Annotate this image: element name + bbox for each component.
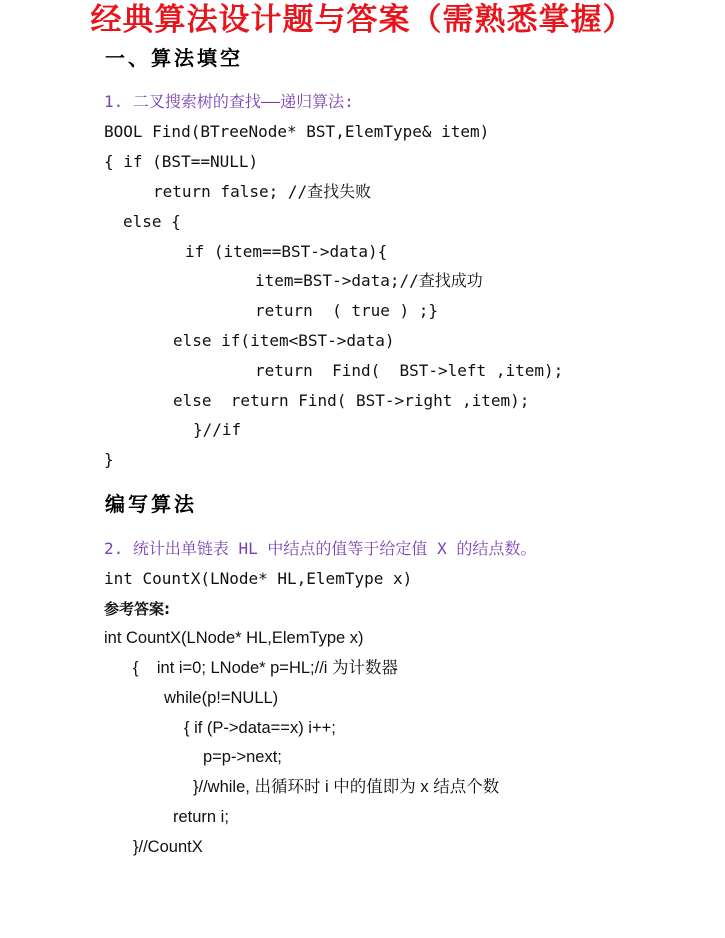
answer-code-line: p=p->next; (203, 748, 282, 766)
answer-code-line: }//while, 出循环时 i 中的值即为 x 结点个数 (193, 778, 500, 796)
function-signature: int CountX(LNode* HL,ElemType x) (104, 569, 413, 588)
section-heading-fill-blank: 一、算法填空 (105, 46, 243, 70)
code-line: item=BST->data;//查找成功 (255, 271, 483, 290)
code-line: if (item==BST->data){ (185, 242, 388, 261)
question-2: 2. 统计出单链表 HL 中结点的值等于给定值 X 的结点数。 (104, 539, 537, 558)
code-line: BOOL Find(BTreeNode* BST,ElemType& item) (104, 122, 490, 141)
section-heading-write-algorithm: 编写算法 (105, 492, 197, 516)
code-line: else if(item<BST->data) (173, 331, 395, 350)
answer-code-line: while(p!=NULL) (164, 689, 279, 707)
code-line: } (104, 450, 114, 469)
code-line: return false; //查找失败 (153, 182, 372, 201)
code-line-answer: return Find( BST->left ,item); (255, 361, 564, 380)
answer-code-line: }//CountX (133, 838, 203, 856)
code-line-answer: else return Find( BST->right ,item); (173, 391, 530, 410)
answer-code-line: { int i=0; LNode* p=HL;//i 为计数器 (133, 659, 399, 677)
question-1: 1. 二叉搜索树的查找——递归算法: (104, 92, 354, 111)
code-line-answer: return ( true ) ;} (255, 301, 439, 320)
code-line: else { (123, 212, 181, 231)
answer-label: 参考答案: (104, 600, 170, 618)
answer-code-line: return i; (173, 808, 229, 826)
answer-code-line: int CountX(LNode* HL,ElemType x) (104, 629, 364, 647)
code-line: { if (BST==NULL) (104, 152, 259, 171)
answer-code-line: { if (P->data==x) i++; (184, 719, 336, 737)
document-title: 经典算法设计题与答案（需熟悉掌握） (90, 2, 635, 38)
code-line: }//if (193, 420, 242, 439)
